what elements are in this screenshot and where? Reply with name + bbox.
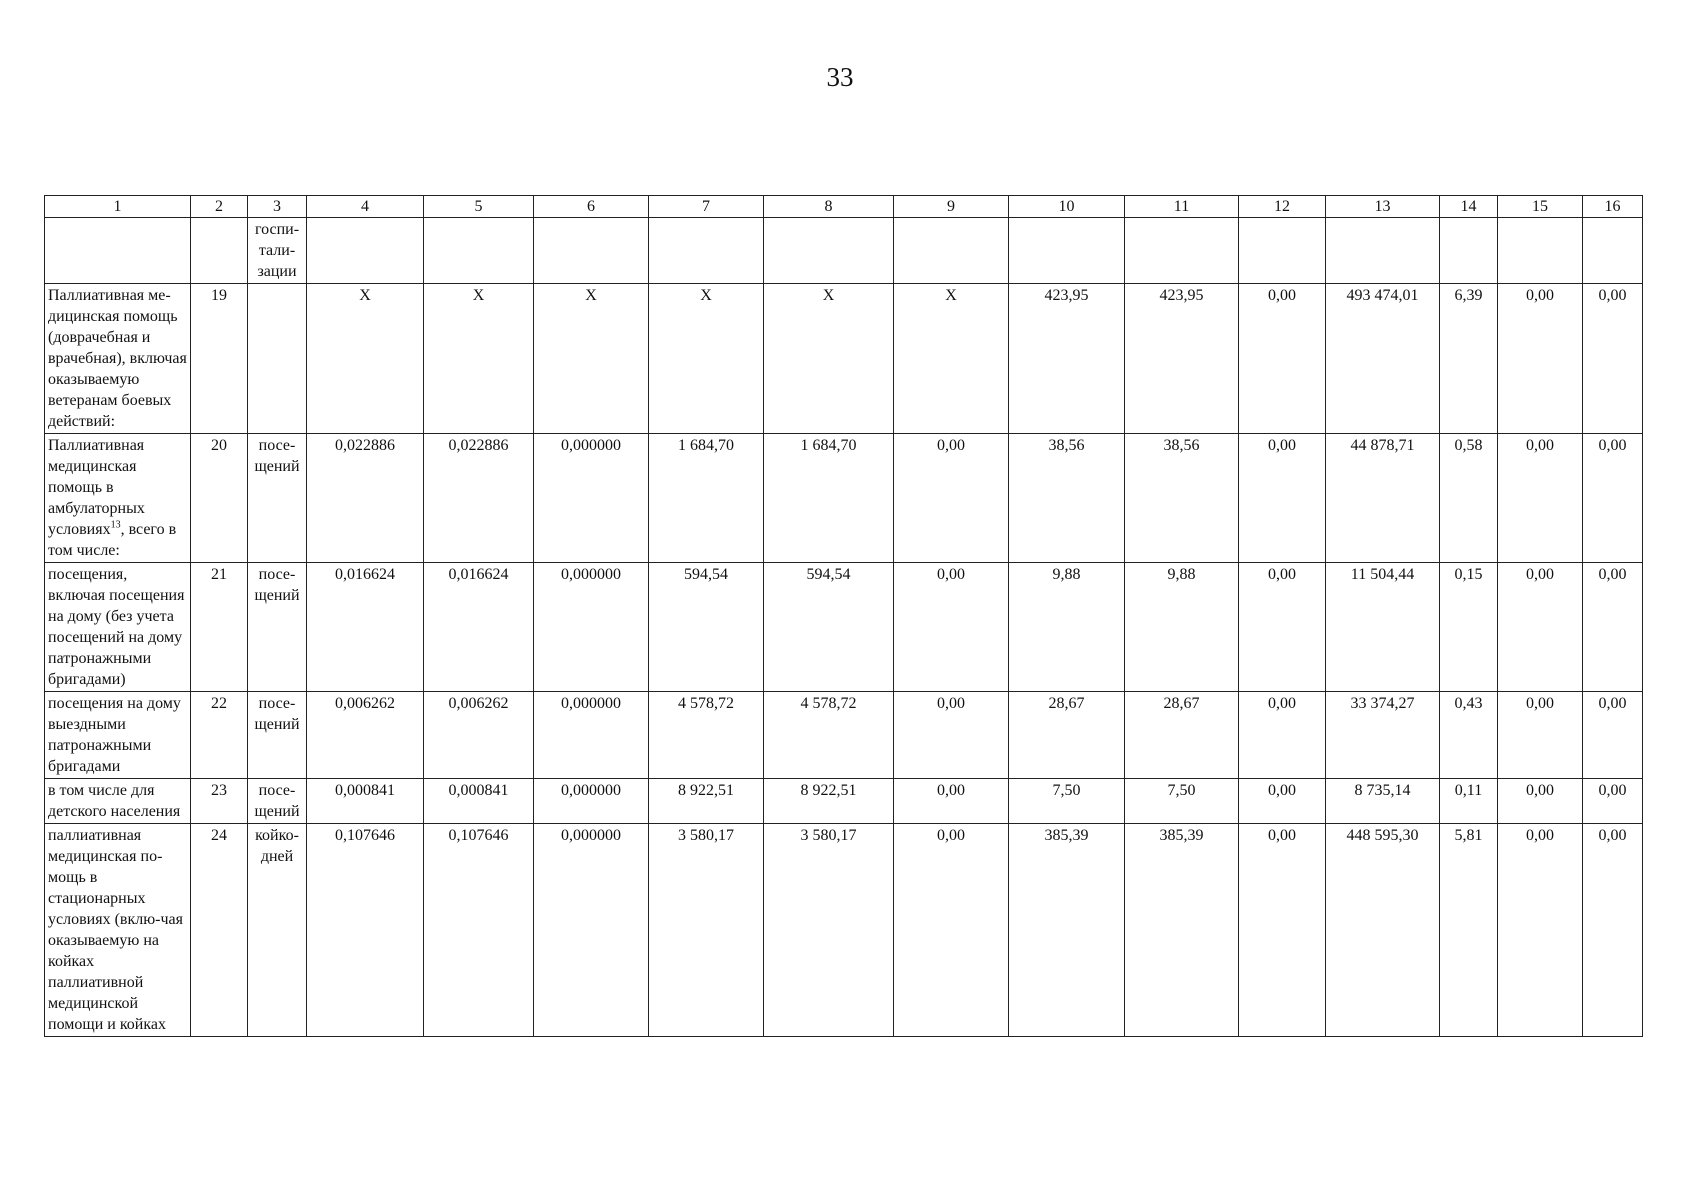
table-cell: 4 578,72 [649, 692, 764, 779]
row-number-cell: 21 [191, 563, 248, 692]
table-cell [1125, 218, 1239, 284]
unit-cell: посе-щений [248, 434, 307, 563]
table-cell: 0,000000 [534, 824, 649, 1037]
table-cell: 493 474,01 [1326, 284, 1440, 434]
table-cell: 0,00 [894, 692, 1009, 779]
table-cell: 0,00 [894, 434, 1009, 563]
table-cell: 8 922,51 [764, 779, 894, 824]
table-cell: 385,39 [1009, 824, 1125, 1037]
column-header: 2 [191, 196, 248, 218]
unit-cell [248, 284, 307, 434]
table-cell [534, 218, 649, 284]
row-name-text: Паллиативная медицинская помощь в амбулаторных условиях [48, 437, 145, 538]
row-name-cell: в том числе для детского населения [45, 779, 191, 824]
unit-cell: посе-щений [248, 692, 307, 779]
column-header: 13 [1326, 196, 1440, 218]
table-cell: 0,00 [1583, 824, 1643, 1037]
table-cell: 0,00 [1583, 692, 1643, 779]
table-cell: 7,50 [1009, 779, 1125, 824]
table-cell: 0,022886 [307, 434, 424, 563]
table-cell: 0,107646 [424, 824, 534, 1037]
table-cell: 0,00 [1498, 563, 1583, 692]
table-cell: 0,00 [894, 824, 1009, 1037]
data-table-container [44, 195, 1642, 1037]
column-header: 1 [45, 196, 191, 218]
table-cell: 28,67 [1009, 692, 1125, 779]
table-row [45, 284, 1643, 434]
table-cell: 594,54 [764, 563, 894, 692]
column-header: 3 [248, 196, 307, 218]
row-name-cell [45, 218, 191, 284]
table-cell: 4 578,72 [764, 692, 894, 779]
table-cell: 423,95 [1009, 284, 1125, 434]
page-number: 33 [826, 62, 854, 92]
footnote-marker: 13 [110, 519, 121, 531]
table-cell: 0,58 [1440, 434, 1498, 563]
table-cell: 1 684,70 [764, 434, 894, 563]
table-cell [1326, 218, 1440, 284]
table-cell: X [649, 284, 764, 434]
table-cell: 8 735,14 [1326, 779, 1440, 824]
table-cell: 385,39 [1125, 824, 1239, 1037]
table-cell: 7,50 [1125, 779, 1239, 824]
table-cell: 423,95 [1125, 284, 1239, 434]
column-header: 4 [307, 196, 424, 218]
table-cell [191, 218, 248, 284]
table-cell [424, 218, 534, 284]
table-cell: 0,00 [1583, 563, 1643, 692]
table-cell: 0,00 [1583, 779, 1643, 824]
table-row [45, 692, 1643, 779]
column-header: 5 [424, 196, 534, 218]
column-header: 10 [1009, 196, 1125, 218]
row-number-cell: 20 [191, 434, 248, 563]
table-cell: 33 374,27 [1326, 692, 1440, 779]
table-cell: 11 504,44 [1326, 563, 1440, 692]
table-cell: 0,00 [1498, 824, 1583, 1037]
table-cell: 0,00 [1239, 563, 1326, 692]
table-cell: 0,006262 [424, 692, 534, 779]
table-cell [1583, 218, 1643, 284]
table-cell: 0,016624 [424, 563, 534, 692]
row-number-cell: 23 [191, 779, 248, 824]
table-cell [1239, 218, 1326, 284]
row-name-cell: Паллиативная ме-дицинская помощь (доврачебная и врачебная), включая оказываемую ветеранам боевых действий: [45, 284, 191, 434]
table-cell: 0,000000 [534, 779, 649, 824]
column-header: 16 [1583, 196, 1643, 218]
data-table [44, 195, 1643, 1037]
table-row [45, 563, 1643, 692]
table-cell: X [424, 284, 534, 434]
table-cell: 0,00 [894, 563, 1009, 692]
table-cell: 9,88 [1125, 563, 1239, 692]
table-cell [1440, 218, 1498, 284]
column-header: 14 [1440, 196, 1498, 218]
table-cell: 0,00 [1239, 434, 1326, 563]
table-cell: 0,000000 [534, 563, 649, 692]
table-cell: 0,00 [1498, 434, 1583, 563]
unit-cell: посе-щений [248, 563, 307, 692]
row-name-cell [45, 434, 191, 563]
column-number-header-row [45, 196, 1643, 218]
table-row [45, 218, 1643, 284]
row-name-cell: посещения, включая посещения на дому (без учета посещений на дому патронажными бригадами) [45, 563, 191, 692]
column-header: 6 [534, 196, 649, 218]
table-cell: X [764, 284, 894, 434]
table-cell: 0,11 [1440, 779, 1498, 824]
table-cell: 0,00 [1239, 824, 1326, 1037]
table-cell: 0,000841 [424, 779, 534, 824]
row-number-cell: 19 [191, 284, 248, 434]
table-cell: 44 878,71 [1326, 434, 1440, 563]
table-cell: 9,88 [1009, 563, 1125, 692]
table-cell: 28,67 [1125, 692, 1239, 779]
table-cell: 594,54 [649, 563, 764, 692]
unit-cell: койко-дней [248, 824, 307, 1037]
table-cell: 0,000000 [534, 434, 649, 563]
row-name-text: , всего в том числе: [48, 521, 177, 559]
table-cell: 0,00 [894, 779, 1009, 824]
row-name-cell: паллиативная медицинская по-мощь в стационарных условиях (вклю-чая оказываемую на койках паллиативной медицинской помощи и койках [45, 824, 191, 1037]
row-number-cell: 22 [191, 692, 248, 779]
table-cell: 38,56 [1125, 434, 1239, 563]
table-row [45, 824, 1643, 1037]
column-header: 11 [1125, 196, 1239, 218]
table-cell: 5,81 [1440, 824, 1498, 1037]
table-cell [764, 218, 894, 284]
table-cell: 0,15 [1440, 563, 1498, 692]
table-cell: 3 580,17 [764, 824, 894, 1037]
table-cell: 0,000841 [307, 779, 424, 824]
unit-cell: посе-щений [248, 779, 307, 824]
column-header: 12 [1239, 196, 1326, 218]
table-cell: 0,00 [1498, 779, 1583, 824]
column-header: 9 [894, 196, 1009, 218]
table-cell: 448 595,30 [1326, 824, 1440, 1037]
table-row [45, 434, 1643, 563]
row-name-cell: посещения на дому выездными патронажными бригадами [45, 692, 191, 779]
table-cell: 0,00 [1583, 434, 1643, 563]
table-cell [894, 218, 1009, 284]
table-cell: 0,00 [1498, 692, 1583, 779]
table-cell: X [534, 284, 649, 434]
table-cell: 0,000000 [534, 692, 649, 779]
table-cell: 0,107646 [307, 824, 424, 1037]
table-cell: 0,00 [1239, 779, 1326, 824]
table-cell [307, 218, 424, 284]
table-cell: 0,00 [1583, 284, 1643, 434]
column-header: 7 [649, 196, 764, 218]
table-cell [1498, 218, 1583, 284]
table-cell: 0,00 [1239, 284, 1326, 434]
table-cell: 0,016624 [307, 563, 424, 692]
table-cell [649, 218, 764, 284]
column-header: 15 [1498, 196, 1583, 218]
table-cell: 0,43 [1440, 692, 1498, 779]
table-cell: 38,56 [1009, 434, 1125, 563]
table-cell: X [894, 284, 1009, 434]
table-cell: 0,00 [1239, 692, 1326, 779]
table-cell: 8 922,51 [649, 779, 764, 824]
column-header: 8 [764, 196, 894, 218]
table-cell: 3 580,17 [649, 824, 764, 1037]
table-cell [1009, 218, 1125, 284]
table-cell: 0,00 [1498, 284, 1583, 434]
table-cell: 6,39 [1440, 284, 1498, 434]
table-cell: 0,022886 [424, 434, 534, 563]
table-cell: 0,006262 [307, 692, 424, 779]
table-cell: X [307, 284, 424, 434]
table-cell: 1 684,70 [649, 434, 764, 563]
unit-cell: госпи-тали-зации [248, 218, 307, 284]
table-row [45, 779, 1643, 824]
row-number-cell: 24 [191, 824, 248, 1037]
